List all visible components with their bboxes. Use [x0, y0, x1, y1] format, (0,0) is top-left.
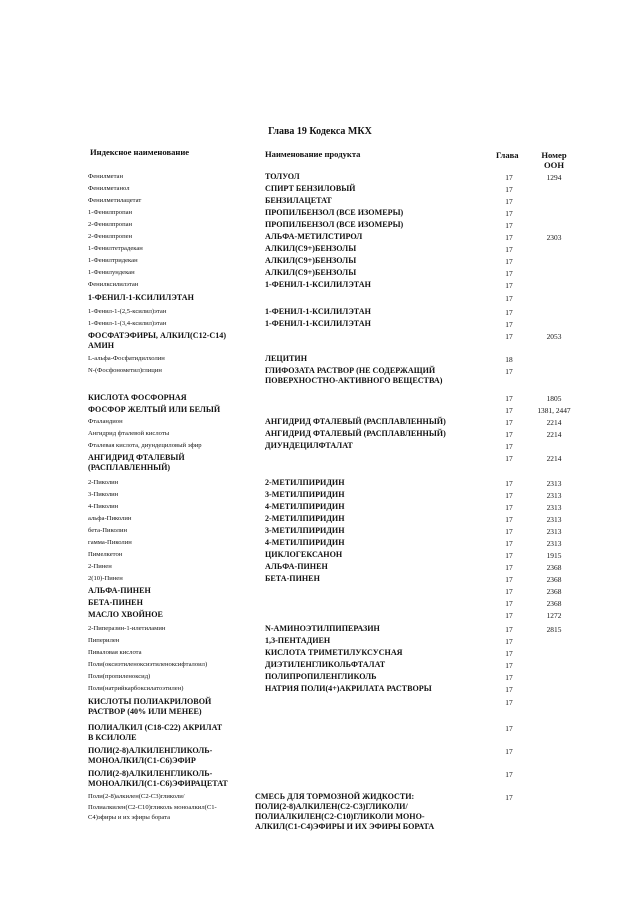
product-name-cell: КИСЛОТА ТРИМЕТИЛУКСУСНАЯ — [265, 648, 403, 657]
product-name-cell: СМЕСЬ ДЛЯ ТОРМОЗНОЙ ЖИДКОСТИ: ПОЛИ(2-8)АЛКИЛЕН(С2-С3)ГЛИКОЛИ/ ПОЛИАЛКИЛЕН(С2-С10)ГЛИКОЛИ МОНО- АЛКИЛ(С1-С4)ЭФИРЫ И ИХ ЭФИРЫ БОРАТА — [255, 792, 435, 831]
un-number-cell: 1915 — [546, 551, 562, 560]
chapter-cell: 17 — [505, 515, 513, 524]
chapter-cell: 17 — [505, 281, 513, 290]
product-name-cell: 3-МЕТИЛПИРИДИН — [265, 526, 345, 535]
chapter-cell: 17 — [505, 442, 513, 451]
chapter-cell: 17 — [505, 197, 513, 206]
product-name-cell: АНГИДРИД ФТАЛЕВЫЙ (РАСПЛАВЛЕННЫЙ) — [265, 429, 446, 438]
un-number-cell: 2368 — [546, 563, 562, 572]
chapter-cell: 17 — [505, 294, 513, 303]
index-name-cell: L-альфа-Фосфатидилхолин — [88, 355, 165, 362]
index-name-cell: Ангидрид фталевой кислоты — [88, 430, 170, 437]
un-number-cell: 2303 — [546, 233, 562, 242]
chapter-cell: 17 — [505, 673, 513, 682]
index-name-cell: Пиваловая кислота — [88, 649, 142, 656]
index-name-cell: альфа-Пиколин — [88, 515, 132, 522]
index-name-cell: ФОСФОР ЖЕЛТЫЙ ИЛИ БЕЛЫЙ — [88, 405, 221, 414]
product-name-cell: НАТРИЯ ПОЛИ(4+)АКРИЛАТА РАСТВОРЫ — [265, 684, 432, 693]
index-name-cell: 2-Пинен — [88, 563, 112, 570]
chapter-cell: 17 — [505, 320, 513, 329]
index-name-cell: Поли(пропиленоксид) — [88, 673, 151, 680]
index-name-cell: ПОЛИАЛКИЛ (С18-С22) АКРИЛАТ В КСИЛОЛЕ — [88, 723, 223, 742]
index-name-cell: 3-Пиколин — [88, 491, 119, 498]
un-number-cell: 2368 — [546, 599, 562, 608]
product-name-cell: 1,3-ПЕНТАДИЕН — [265, 636, 331, 645]
index-name-cell: бета-Пиколин — [88, 527, 127, 534]
product-name-cell: 1-ФЕНИЛ-1-КСИЛИЛЭТАН — [265, 280, 371, 289]
product-name-cell: СПИРТ БЕНЗИЛОВЫЙ — [265, 184, 356, 193]
un-number-cell: 2214 — [546, 454, 562, 463]
index-name-cell: Поли(2-8)алкилен(С2-С3)гликоли/ Полиалкилен(С2-С10)гликоль моноалкил(С1- С4)эфиры и их эфиры бората — [88, 793, 217, 821]
product-name-cell: 1-ФЕНИЛ-1-КСИЛИЛЭТАН — [265, 319, 371, 328]
product-name-cell: АЛЬФА-МЕТИЛСТИРОЛ — [265, 232, 363, 241]
un-number-cell: 1805 — [546, 394, 562, 403]
header-product-name: Наименование продукта — [265, 149, 361, 159]
index-name-cell: ПОЛИ(2-8)АЛКИЛЕНГЛИКОЛЬ- МОНОАЛКИЛ(С1-С6)ЭФИРАЦЕТАТ — [88, 769, 228, 788]
chapter-cell: 17 — [505, 770, 513, 779]
header-chapter: Глава — [496, 150, 519, 160]
index-name-cell: 1-Фенилтетрадекан — [88, 245, 143, 252]
product-name-cell: ДИЭТИЛЕНГЛИКОЛЬФТАЛАТ — [265, 660, 386, 669]
product-name-cell: ПОЛИПРОПИЛЕНГЛИКОЛЬ — [265, 672, 377, 681]
chapter-cell: 17 — [505, 661, 513, 670]
un-number-cell: 2368 — [546, 587, 562, 596]
product-name-cell: N-АМИНОЭТИЛПИПЕРАЗИН — [265, 624, 380, 633]
index-name-cell: АЛЬФА-ПИНЕН — [88, 586, 151, 595]
chapter-cell: 17 — [505, 394, 513, 403]
un-number-cell: 2368 — [546, 575, 562, 584]
product-name-cell: 4-МЕТИЛПИРИДИН — [265, 538, 345, 547]
chapter-cell: 17 — [505, 221, 513, 230]
chapter-cell: 17 — [505, 503, 513, 512]
chapter-cell: 17 — [505, 625, 513, 634]
un-number-cell: 1294 — [546, 173, 562, 182]
chapter-cell: 18 — [505, 355, 513, 364]
index-name-cell: МАСЛО ХВОЙНОЕ — [88, 610, 163, 619]
chapter-cell: 17 — [505, 539, 513, 548]
product-name-cell: ТОЛУОЛ — [265, 172, 300, 181]
chapter-cell: 17 — [505, 685, 513, 694]
chapter-cell: 17 — [505, 233, 513, 242]
index-name-cell: КИСЛОТА ФОСФОРНАЯ — [88, 393, 187, 402]
un-number-cell: 2214 — [546, 418, 562, 427]
product-name-cell: АЛКИЛ(С9+)БЕНЗОЛЫ — [265, 268, 357, 277]
chapter-cell: 17 — [505, 611, 513, 620]
index-name-cell: Фталевая кислота, диундециловый эфир — [88, 442, 202, 449]
product-name-cell: ДИУНДЕЦИЛФТАЛАТ — [265, 441, 353, 450]
chapter-cell: 17 — [505, 649, 513, 658]
un-number-cell: 2313 — [546, 491, 562, 500]
chapter-cell: 17 — [505, 793, 513, 802]
chapter-cell: 17 — [505, 173, 513, 182]
chapter-cell: 17 — [505, 308, 513, 317]
index-name-cell: 1-Фенилундекан — [88, 269, 135, 276]
index-name-cell: N-(Фосфонометил)глицин — [88, 367, 162, 374]
chapter-cell: 17 — [505, 724, 513, 733]
product-name-cell: 2-МЕТИЛПИРИДИН — [265, 514, 345, 523]
index-name-cell: Фталандион — [88, 418, 123, 425]
index-name-cell: Фенилметан — [88, 173, 124, 180]
index-name-cell: Поли(натрийкарбоксилатоэтилен) — [88, 685, 184, 692]
chapter-cell: 17 — [505, 257, 513, 266]
un-number-cell: 2214 — [546, 430, 562, 439]
index-name-cell: АНГИДРИД ФТАЛЕВЫЙ (РАСПЛАВЛЕННЫЙ) — [88, 453, 185, 472]
index-name-cell: гамма-Пиколин — [88, 539, 132, 546]
product-name-cell: 3-МЕТИЛПИРИДИН — [265, 490, 345, 499]
index-name-cell: 1-Фенил-1-(2,5-ксилил)этан — [88, 308, 167, 315]
chapter-cell: 17 — [505, 587, 513, 596]
product-name-cell: ЦИКЛОГЕКСАНОН — [265, 550, 343, 559]
index-name-cell: Фенилметилацетат — [88, 197, 142, 204]
product-name-cell: ПРОПИЛБЕНЗОЛ (ВСЕ ИЗОМЕРЫ) — [265, 220, 404, 229]
un-number-cell: 2815 — [546, 625, 562, 634]
product-name-cell: ЛЕЦИТИН — [265, 354, 308, 363]
chapter-cell: 17 — [505, 551, 513, 560]
un-number-cell: 2053 — [546, 332, 562, 341]
product-name-cell: ГЛИФОЗАТА РАСТВОР (НЕ СОДЕРЖАЩИЙ ПОВЕРХНОСТНО-АКТИВНОГО ВЕЩЕСТВА) — [265, 366, 443, 385]
index-name-cell: Поли(оксиэтиленоксиэтиленоксифталоил) — [88, 661, 208, 668]
chapter-cell: 17 — [505, 698, 513, 707]
index-name-cell: БЕТА-ПИНЕН — [88, 598, 143, 607]
un-number-cell: 1272 — [546, 611, 562, 620]
un-number-cell: 2313 — [546, 479, 562, 488]
index-name-cell: 2-Пиколин — [88, 479, 119, 486]
index-name-cell: КИСЛОТЫ ПОЛИАКРИЛОВОЙ РАСТВОР (40% ИЛИ МЕНЕЕ) — [88, 697, 212, 716]
index-name-cell: ПОЛИ(2-8)АЛКИЛЕНГЛИКОЛЬ- МОНОАЛКИЛ(С1-С6)ЭФИР — [88, 746, 213, 765]
chapter-cell: 17 — [505, 479, 513, 488]
chapter-cell: 17 — [505, 367, 513, 376]
index-name-cell: 1-Фенилтридекан — [88, 257, 138, 264]
header-un-number: Номер ООН — [541, 150, 567, 170]
product-name-cell: АЛКИЛ(С9+)БЕНЗОЛЫ — [265, 244, 357, 253]
index-name-cell: 4-Пиколин — [88, 503, 119, 510]
chapter-cell: 17 — [505, 637, 513, 646]
chapter-cell: 17 — [505, 563, 513, 572]
product-name-cell: АНГИДРИД ФТАЛЕВЫЙ (РАСПЛАВЛЕННЫЙ) — [265, 417, 446, 426]
un-number-cell: 2313 — [546, 503, 562, 512]
index-name-cell: 2-Пиперазин-1-илетиламин — [88, 625, 166, 632]
chapter-cell: 17 — [505, 185, 513, 194]
index-name-cell: 2(10)-Пинен — [88, 575, 123, 582]
chapter-cell: 17 — [505, 575, 513, 584]
index-name-cell: 1-ФЕНИЛ-1-КСИЛИЛЭТАН — [88, 293, 194, 302]
chapter-cell: 17 — [505, 209, 513, 218]
product-name-cell: АЛЬФА-ПИНЕН — [265, 562, 328, 571]
un-number-cell: 2313 — [546, 527, 562, 536]
un-number-cell: 2313 — [546, 515, 562, 524]
index-name-cell: Пиперилен — [88, 637, 120, 644]
index-name-cell: ФОСФАТЭФИРЫ, АЛКИЛ(С12-С14) АМИН — [88, 331, 227, 350]
chapter-cell: 17 — [505, 491, 513, 500]
chapter-cell: 17 — [505, 245, 513, 254]
header-index-name: Индексное наименование — [90, 147, 190, 157]
chapter-cell: 17 — [505, 406, 513, 415]
chapter-cell: 17 — [505, 418, 513, 427]
chapter-cell: 17 — [505, 599, 513, 608]
index-name-cell: Фенилксилилэтан — [88, 281, 139, 288]
product-name-cell: 2-МЕТИЛПИРИДИН — [265, 478, 345, 487]
chapter-cell: 17 — [505, 747, 513, 756]
product-name-cell: 1-ФЕНИЛ-1-КСИЛИЛЭТАН — [265, 307, 371, 316]
chapter-cell: 17 — [505, 269, 513, 278]
product-name-cell: БЕНЗИЛАЦЕТАТ — [265, 196, 332, 205]
page-title: Глава 19 Кодекса МКХ — [268, 126, 372, 137]
chapter-cell: 17 — [505, 527, 513, 536]
index-name-cell: 1-Фенилпропан — [88, 209, 133, 216]
un-number-cell: 2313 — [546, 539, 562, 548]
un-number-cell: 1381, 2447 — [537, 406, 571, 415]
chapter-cell: 17 — [505, 430, 513, 439]
chapter-cell: 17 — [505, 332, 513, 341]
index-name-cell: 2-Фенилпропан — [88, 221, 133, 228]
product-name-cell: ПРОПИЛБЕНЗОЛ (ВСЕ ИЗОМЕРЫ) — [265, 208, 404, 217]
index-name-cell: 2-Фенилпропен — [88, 233, 133, 240]
index-name-cell: Пимелкетон — [88, 551, 123, 558]
product-name-cell: 4-МЕТИЛПИРИДИН — [265, 502, 345, 511]
index-name-cell: Фенилметанол — [88, 185, 130, 192]
chapter-cell: 17 — [505, 454, 513, 463]
product-name-cell: АЛКИЛ(С9+)БЕНЗОЛЫ — [265, 256, 357, 265]
index-name-cell: 1-Фенил-1-(3,4-ксилил)этан — [88, 320, 167, 327]
product-name-cell: БЕТА-ПИНЕН — [265, 574, 320, 583]
